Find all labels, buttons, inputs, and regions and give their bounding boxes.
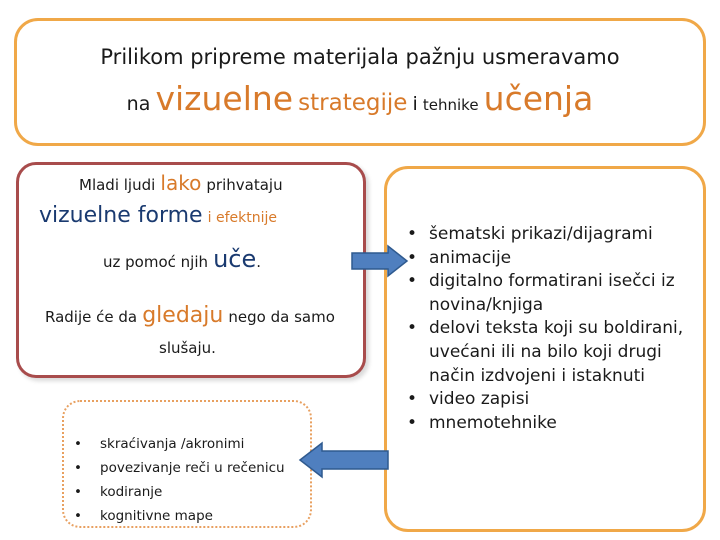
bullet: • (74, 436, 82, 452)
bullet: • (407, 389, 418, 410)
examples-box (384, 166, 706, 532)
title-word-i: i (412, 93, 418, 115)
list-item-text: video zapisi (429, 389, 530, 410)
list-item (407, 317, 699, 388)
list-item (407, 412, 699, 436)
list-item-text: povezivanje reči u rečenicu (100, 460, 285, 476)
list-item-text: šematski prikazi/dijagrami (429, 224, 653, 244)
list-item (74, 456, 285, 480)
text-fragment: uče (213, 245, 257, 273)
title-word-tehnike: tehnike (422, 96, 479, 114)
list-item-text: mnemotehnike (429, 412, 557, 433)
bullet: • (407, 224, 418, 244)
text-line-2 (39, 203, 277, 228)
bullet: • (74, 484, 82, 500)
list-item (407, 247, 699, 271)
visual-forms-box (16, 162, 366, 378)
arrow-left-icon (298, 440, 390, 480)
text-fragment: Mladi ljudi (79, 176, 156, 194)
examples-list (407, 223, 699, 435)
bullet: • (407, 412, 418, 433)
list-item (407, 270, 699, 317)
text-fragment: gledaju (142, 303, 224, 328)
text-fragment: lako (160, 171, 202, 195)
list-item-text: animacije (429, 247, 512, 268)
text-fragment: . (256, 253, 262, 271)
arrow-right-icon (350, 244, 410, 278)
bullet: • (407, 247, 418, 268)
list-item (74, 432, 285, 456)
text-fragment: prihvataju (206, 176, 283, 194)
text-fragment: vizuelne forme (39, 203, 203, 228)
text-line-5: slušaju. (159, 339, 216, 357)
text-line-3 (103, 245, 261, 273)
bullet: • (74, 460, 82, 476)
title-word-strategije: strategije (298, 90, 408, 116)
text-fragment: nego da samo (228, 308, 335, 326)
list-item-text: delovi teksta koji su boldirani, uvećani ili na bilo koji drugi način izdvojeni i istaknuti (429, 318, 684, 386)
list-item-text: skraćivanja /akronimi (100, 436, 245, 452)
title-word-vizuelne: vizuelne (155, 79, 294, 118)
list-item (407, 223, 699, 247)
title-word-ucenja: učenja (483, 79, 594, 118)
techniques-box (62, 400, 312, 528)
text-fragment: uz pomoć njih (103, 253, 208, 271)
bullet: • (407, 318, 418, 339)
text-fragment: i efektnije (207, 210, 278, 226)
title-box (14, 18, 706, 146)
techniques-list (74, 432, 285, 528)
text-fragment: Radije će da (45, 308, 138, 326)
bullet: • (74, 508, 82, 524)
list-item-text: kognitivne mape (100, 508, 213, 524)
title-word-na: na (126, 93, 151, 115)
list-item-text: kodiranje (100, 484, 163, 500)
list-item (74, 504, 285, 528)
title-line-2 (17, 79, 703, 118)
text-line-1 (79, 171, 283, 195)
bullet: • (407, 271, 418, 292)
text-line-4 (45, 303, 335, 328)
title-line-1: Prilikom pripreme materijala pažnju usmeravamo (100, 45, 620, 69)
list-item-text: digitalno formatirani isečci iz novina/knjiga (429, 271, 675, 315)
list-item (74, 480, 285, 504)
list-item (407, 388, 699, 412)
